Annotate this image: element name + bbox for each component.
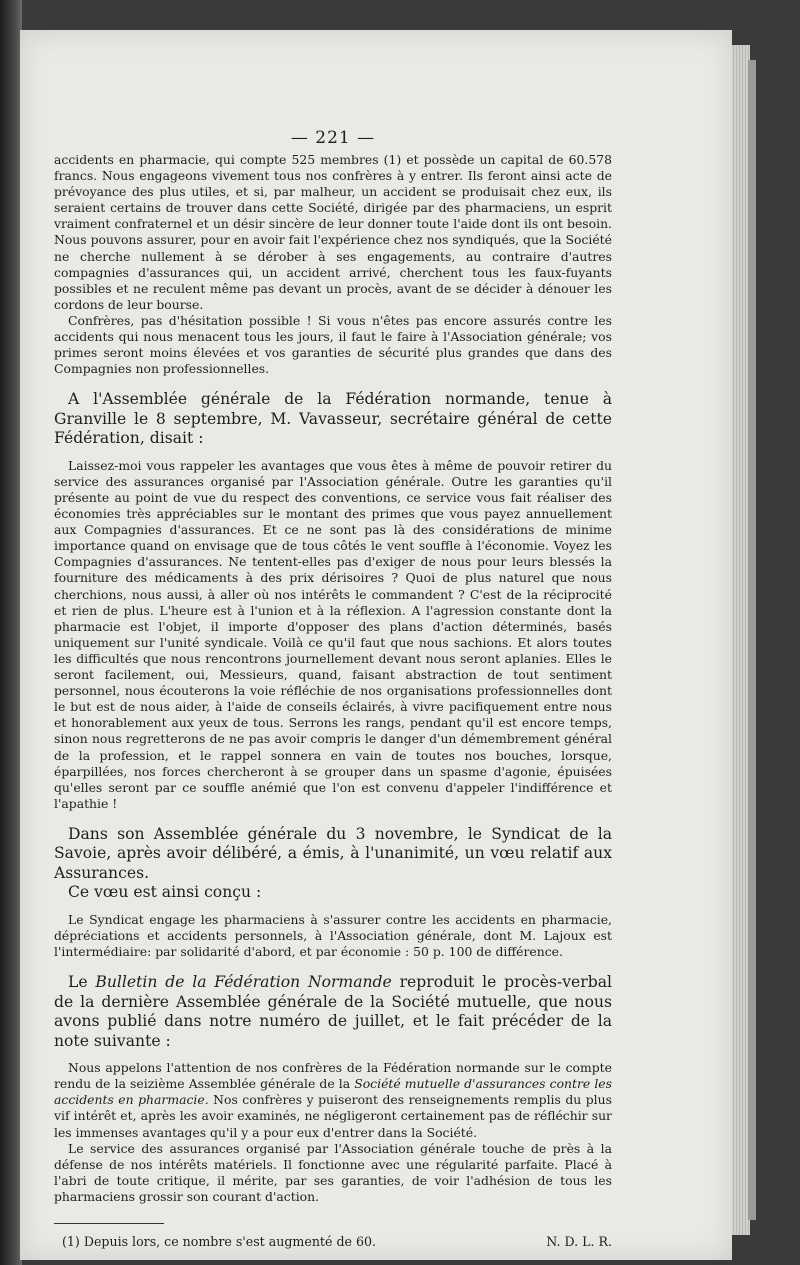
- bulletin-text: reproduit le procès-verbal de la dernière Assemblée générale de la Société mutuelle, que nous avons publié dans notre numéro de juillet, et le fait précéder de la note suivante :: [54, 973, 612, 1050]
- paragraph-accidents: accidents en pharmacie, qui compte 525 membres (1) et possède un capital de 60.578 francs. Nous engageons vivement tous nos confrères à y entrer. Ils feront ainsi acte de prévoyance des plus utiles, et si, par malheur, un accident se produisait chez eux, ils seraient certains de trouver dans cette Société, dirigée par des pharmaciens, un esprit vraiment confraternel et un désir sincère de leur donner toute l'aide dont ils ont besoin. Nous pouvons assurer, pour en avoir fait l'expérience chez nos syndiqués, que la Société ne cherche nullement à se dérober à ses engagements, au contraire d'autres compagnies d'assurances qui, un accident arrivé, cherchent tous les faux-fuyants possibles et ne reculent même pas devant un procès, avant de se décider à dénouer les cordons de leur bourse.: [54, 152, 612, 312]
- note-service: Le service des assurances organisé par l'Association générale touche de près à la défense de nos intérêts matériels. Il fonctionne avec une régularité parfaite. Placé à l'abri de toute critique, il mérite, par ses garanties, de voir l'adhésion de tous les pharmaciens grossir son courant d'action.: [54, 1140, 612, 1204]
- note-italic: Société mutuelle d'assurances contre les accidents en pharmacie.: [54, 1076, 612, 1108]
- footnote: [54, 1234, 612, 1249]
- paragraph-savoie: Dans son Assemblée générale du 3 novembre, le Syndicat de la Savoie, après avoir délibéré, a émis, à l'unanimité, un vœu relatif aux Assurances.: [54, 824, 612, 882]
- bulletin-prefix: Le: [68, 973, 88, 992]
- footnote-text: (1) Depuis lors, ce nombre s'est augmenté de 60.: [62, 1234, 376, 1249]
- quote-voeu: Le Syndicat engage les pharmaciens à s'assurer contre les accidents en pharmacie, dépréciations et accidents personnels, à l'Association générale, dont M. Lajoux est l'intermédiaire: par solidarité d'abord, et par économie : 50 p. 100 de différence.: [54, 911, 612, 960]
- paragraph-confreres: Confrères, pas d'hésitation possible ! Si vous n'êtes pas encore assurés contre les accidents qui nous menacent tous les jours, il faut le faire à l'Association générale; vos primes seront moins élevées et vos garanties de sécurité plus grandes que dans des Compagnies non professionnelles.: [54, 312, 612, 377]
- note-part1: Nous appelons l'attention de nos confrères de la Fédération normande sur le compte rendu de la seizième Assemblée générale de la: [54, 1060, 612, 1092]
- paragraph-voeu-intro: Ce vœu est ainsi conçu :: [68, 883, 262, 902]
- book-cover-edge: [748, 60, 756, 1220]
- paragraph-assemblee-normande: A l'Assemblée générale de la Fédération normande, tenue à Granville le 8 septembre, M. Vavasseur, secrétaire général de cette Fédération, disait :: [54, 390, 612, 448]
- paragraph-bulletin: [54, 973, 612, 1051]
- quote-vavasseur: Laissez-moi vous rappeler les avantages que vous êtes à même de pouvoir retirer du service des assurances organisé par l'Association générale. Outre les garanties qu'il présente au point de vue du respect des conventions, ce service vous fait réaliser des économies très appréciables sur le montant des primes que vous payez annuellement aux Compagnies d'assurances. Et ce ne sont pas là des considérations de minime importance quand on envisage que de tous côtés le vent souffle à l'économie. Voyez les Compagnies d'assurances. Ne tentent-elles pas d'exiger de nous pour leurs blessés la fourniture des médicaments à des prix dérisoires ? Quoi de plus naturel que nous cherchions, nous aussi, à aller où nos intérêts le commandent ? C'est de la réciprocité et rien de plus. L'heure est à l'union et à la réflexion. A l'agression constante dont la pharmacie est l'objet, il importe d'opposer des plans d'action déterminés, basés uniquement sur l'unité syndicale. Voilà ce qu'il faut que nous sachions. Et alors toutes les difficultés que nous rencontrons journellement devant nous seront aplanies. Elles le seront facilement, oui, Messieurs, quand, faisant abstraction de tout sentiment personnel, nous écouterons la voie réfléchie de nos organisations professionnelles dont le but est de nous aider, à l'aide de conseils éclairés, à vivre pacifiquement entre nous et honorablement aux yeux de tous. Serrons les rangs, pendant qu'il est encore temps, sinon nous regretterons de ne pas avoir compris le danger d'un démembrement général de la profession, et le rappel sonnera en vain de toutes nos bouches, lorsque, éparpillées, nos forces chercheront à se grouper dans un spasme d'agonie, épuisées qu'elles seront par ce souffle anémié que l'on est convenu d'appeler l'indifférence et l'apathie !: [54, 457, 612, 811]
- bulletin-title: Bulletin de la Fédération Normande: [95, 973, 392, 992]
- book-spine: [0, 0, 22, 1265]
- footnote-signature: N. D. L. R.: [546, 1234, 612, 1249]
- footnote-rule: [54, 1223, 164, 1224]
- page-content: [54, 128, 612, 1249]
- note-part2: Nos confrères y puiseront des renseignements remplis du plus vif intérêt et, après les avoir examinés, ne négligeront certainement pas de réfléchir sur les immenses avantages qu'il y a pour eux d'entrer dans la Société.: [54, 1092, 612, 1140]
- note-federation: [54, 1060, 612, 1140]
- page-number: — 221 —: [290, 128, 376, 148]
